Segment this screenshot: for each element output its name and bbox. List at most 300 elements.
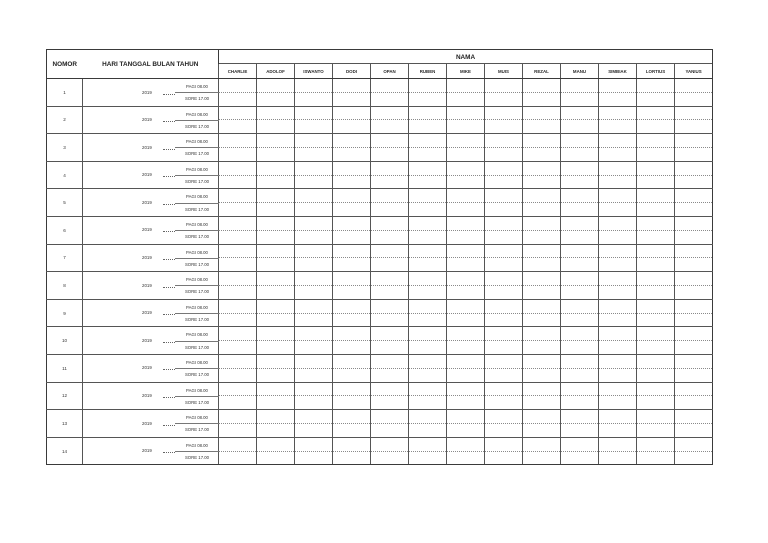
signature-cell-pagi-charlie[interactable] [219, 79, 257, 93]
signature-cell-pagi-rezal[interactable] [523, 382, 561, 396]
signature-cell-sore-lortius[interactable] [637, 396, 675, 410]
signature-cell-sore-opan[interactable] [371, 147, 409, 161]
signature-cell-pagi-adolof[interactable] [257, 299, 295, 313]
signature-cell-sore-adolof[interactable] [257, 313, 295, 327]
signature-cell-pagi-muis[interactable] [485, 382, 523, 396]
signature-cell-sore-opan[interactable] [371, 92, 409, 106]
signature-cell-pagi-yanius[interactable] [675, 272, 713, 286]
signature-cell-pagi-mike[interactable] [447, 106, 485, 120]
signature-cell-sore-dodi[interactable] [333, 175, 371, 189]
signature-cell-pagi-rezal[interactable] [523, 161, 561, 175]
signature-cell-pagi-opan[interactable] [371, 382, 409, 396]
signature-cell-sore-charlie[interactable] [219, 230, 257, 244]
signature-cell-pagi-ruben[interactable] [409, 106, 447, 120]
signature-cell-pagi-iswanto[interactable] [295, 189, 333, 203]
signature-cell-sore-mike[interactable] [447, 451, 485, 465]
signature-cell-pagi-manu[interactable] [561, 244, 599, 258]
signature-cell-sore-opan[interactable] [371, 341, 409, 355]
signature-cell-sore-rezal[interactable] [523, 285, 561, 299]
signature-cell-sore-manu[interactable] [561, 203, 599, 217]
signature-cell-pagi-ruben[interactable] [409, 134, 447, 148]
signature-cell-sore-lortius[interactable] [637, 258, 675, 272]
signature-cell-pagi-mike[interactable] [447, 299, 485, 313]
signature-cell-pagi-ruben[interactable] [409, 327, 447, 341]
signature-cell-pagi-dodi[interactable] [333, 327, 371, 341]
signature-cell-pagi-dodi[interactable] [333, 244, 371, 258]
signature-cell-pagi-ruben[interactable] [409, 299, 447, 313]
signature-cell-pagi-yanius[interactable] [675, 299, 713, 313]
signature-cell-sore-lortius[interactable] [637, 451, 675, 465]
signature-cell-pagi-yanius[interactable] [675, 161, 713, 175]
signature-cell-pagi-iswanto[interactable] [295, 106, 333, 120]
date-cell[interactable] [83, 134, 219, 162]
signature-cell-pagi-lortius[interactable] [637, 189, 675, 203]
signature-cell-pagi-iswanto[interactable] [295, 354, 333, 368]
signature-cell-pagi-rezal[interactable] [523, 79, 561, 93]
signature-cell-sore-rezal[interactable] [523, 341, 561, 355]
signature-cell-sore-manu[interactable] [561, 368, 599, 382]
signature-cell-sore-manu[interactable] [561, 120, 599, 134]
signature-cell-pagi-dodi[interactable] [333, 272, 371, 286]
date-cell[interactable] [83, 354, 219, 382]
signature-cell-sore-rezal[interactable] [523, 230, 561, 244]
signature-cell-pagi-mike[interactable] [447, 327, 485, 341]
signature-cell-sore-dodi[interactable] [333, 451, 371, 465]
signature-cell-pagi-iswanto[interactable] [295, 134, 333, 148]
signature-cell-sore-iswanto[interactable] [295, 258, 333, 272]
signature-cell-sore-adolof[interactable] [257, 368, 295, 382]
signature-cell-pagi-adolof[interactable] [257, 134, 295, 148]
signature-cell-pagi-adolof[interactable] [257, 106, 295, 120]
signature-cell-pagi-charlie[interactable] [219, 410, 257, 424]
signature-cell-pagi-yanius[interactable] [675, 134, 713, 148]
signature-cell-pagi-simbiak[interactable] [599, 134, 637, 148]
signature-cell-pagi-opan[interactable] [371, 216, 409, 230]
date-cell[interactable] [83, 272, 219, 300]
signature-cell-pagi-dodi[interactable] [333, 216, 371, 230]
date-cell[interactable] [83, 437, 219, 465]
signature-cell-pagi-simbiak[interactable] [599, 327, 637, 341]
signature-cell-sore-mike[interactable] [447, 203, 485, 217]
signature-cell-pagi-muis[interactable] [485, 161, 523, 175]
signature-cell-pagi-mike[interactable] [447, 161, 485, 175]
signature-cell-sore-yanius[interactable] [675, 285, 713, 299]
signature-cell-sore-ruben[interactable] [409, 203, 447, 217]
signature-cell-sore-muis[interactable] [485, 368, 523, 382]
signature-cell-pagi-opan[interactable] [371, 161, 409, 175]
signature-cell-sore-charlie[interactable] [219, 120, 257, 134]
signature-cell-pagi-lortius[interactable] [637, 106, 675, 120]
signature-cell-pagi-ruben[interactable] [409, 410, 447, 424]
signature-cell-pagi-mike[interactable] [447, 216, 485, 230]
signature-cell-sore-iswanto[interactable] [295, 230, 333, 244]
signature-cell-sore-muis[interactable] [485, 396, 523, 410]
signature-cell-pagi-muis[interactable] [485, 106, 523, 120]
signature-cell-pagi-adolof[interactable] [257, 437, 295, 451]
signature-cell-sore-dodi[interactable] [333, 285, 371, 299]
signature-cell-sore-mike[interactable] [447, 120, 485, 134]
signature-cell-sore-simbiak[interactable] [599, 341, 637, 355]
signature-cell-pagi-ruben[interactable] [409, 79, 447, 93]
signature-cell-sore-manu[interactable] [561, 396, 599, 410]
signature-cell-sore-charlie[interactable] [219, 313, 257, 327]
signature-cell-sore-yanius[interactable] [675, 451, 713, 465]
signature-cell-sore-adolof[interactable] [257, 203, 295, 217]
signature-cell-pagi-lortius[interactable] [637, 410, 675, 424]
signature-cell-pagi-rezal[interactable] [523, 327, 561, 341]
signature-cell-pagi-lortius[interactable] [637, 134, 675, 148]
signature-cell-sore-dodi[interactable] [333, 92, 371, 106]
signature-cell-pagi-adolof[interactable] [257, 327, 295, 341]
signature-cell-sore-opan[interactable] [371, 313, 409, 327]
signature-cell-sore-adolof[interactable] [257, 423, 295, 437]
signature-cell-sore-dodi[interactable] [333, 147, 371, 161]
signature-cell-sore-lortius[interactable] [637, 230, 675, 244]
signature-cell-sore-mike[interactable] [447, 92, 485, 106]
signature-cell-sore-iswanto[interactable] [295, 203, 333, 217]
signature-cell-pagi-muis[interactable] [485, 410, 523, 424]
signature-cell-pagi-rezal[interactable] [523, 299, 561, 313]
signature-cell-sore-rezal[interactable] [523, 175, 561, 189]
signature-cell-pagi-opan[interactable] [371, 327, 409, 341]
signature-cell-pagi-iswanto[interactable] [295, 244, 333, 258]
signature-cell-sore-dodi[interactable] [333, 313, 371, 327]
signature-cell-sore-ruben[interactable] [409, 396, 447, 410]
signature-cell-sore-iswanto[interactable] [295, 313, 333, 327]
signature-cell-sore-ruben[interactable] [409, 92, 447, 106]
signature-cell-sore-opan[interactable] [371, 396, 409, 410]
signature-cell-sore-adolof[interactable] [257, 230, 295, 244]
signature-cell-sore-mike[interactable] [447, 313, 485, 327]
signature-cell-pagi-rezal[interactable] [523, 244, 561, 258]
signature-cell-pagi-dodi[interactable] [333, 410, 371, 424]
signature-cell-pagi-mike[interactable] [447, 354, 485, 368]
signature-cell-sore-adolof[interactable] [257, 147, 295, 161]
signature-cell-pagi-simbiak[interactable] [599, 410, 637, 424]
signature-cell-pagi-muis[interactable] [485, 216, 523, 230]
signature-cell-pagi-yanius[interactable] [675, 382, 713, 396]
signature-cell-sore-manu[interactable] [561, 258, 599, 272]
signature-cell-sore-manu[interactable] [561, 175, 599, 189]
signature-cell-sore-adolof[interactable] [257, 341, 295, 355]
signature-cell-sore-ruben[interactable] [409, 423, 447, 437]
signature-cell-sore-iswanto[interactable] [295, 396, 333, 410]
signature-cell-pagi-simbiak[interactable] [599, 354, 637, 368]
signature-cell-sore-adolof[interactable] [257, 285, 295, 299]
signature-cell-pagi-muis[interactable] [485, 79, 523, 93]
signature-cell-pagi-adolof[interactable] [257, 354, 295, 368]
signature-cell-sore-muis[interactable] [485, 92, 523, 106]
signature-cell-sore-rezal[interactable] [523, 203, 561, 217]
signature-cell-pagi-charlie[interactable] [219, 437, 257, 451]
signature-cell-sore-rezal[interactable] [523, 368, 561, 382]
signature-cell-pagi-manu[interactable] [561, 299, 599, 313]
signature-cell-sore-iswanto[interactable] [295, 92, 333, 106]
signature-cell-pagi-ruben[interactable] [409, 216, 447, 230]
signature-cell-pagi-rezal[interactable] [523, 437, 561, 451]
date-cell[interactable] [83, 79, 219, 107]
signature-cell-pagi-yanius[interactable] [675, 216, 713, 230]
signature-cell-pagi-manu[interactable] [561, 272, 599, 286]
signature-cell-sore-muis[interactable] [485, 203, 523, 217]
signature-cell-pagi-lortius[interactable] [637, 382, 675, 396]
signature-cell-pagi-muis[interactable] [485, 437, 523, 451]
signature-cell-sore-yanius[interactable] [675, 396, 713, 410]
signature-cell-sore-rezal[interactable] [523, 451, 561, 465]
signature-cell-pagi-lortius[interactable] [637, 327, 675, 341]
signature-cell-pagi-rezal[interactable] [523, 216, 561, 230]
signature-cell-sore-manu[interactable] [561, 423, 599, 437]
signature-cell-pagi-iswanto[interactable] [295, 437, 333, 451]
signature-cell-pagi-ruben[interactable] [409, 437, 447, 451]
signature-cell-pagi-opan[interactable] [371, 272, 409, 286]
signature-cell-sore-muis[interactable] [485, 313, 523, 327]
signature-cell-sore-mike[interactable] [447, 175, 485, 189]
signature-cell-sore-lortius[interactable] [637, 147, 675, 161]
signature-cell-pagi-dodi[interactable] [333, 106, 371, 120]
signature-cell-sore-adolof[interactable] [257, 175, 295, 189]
signature-cell-sore-ruben[interactable] [409, 368, 447, 382]
signature-cell-sore-mike[interactable] [447, 423, 485, 437]
signature-cell-sore-muis[interactable] [485, 285, 523, 299]
signature-cell-sore-mike[interactable] [447, 258, 485, 272]
signature-cell-sore-opan[interactable] [371, 230, 409, 244]
signature-cell-pagi-mike[interactable] [447, 244, 485, 258]
signature-cell-sore-iswanto[interactable] [295, 120, 333, 134]
signature-cell-pagi-muis[interactable] [485, 299, 523, 313]
signature-cell-pagi-charlie[interactable] [219, 134, 257, 148]
signature-cell-pagi-rezal[interactable] [523, 272, 561, 286]
signature-cell-sore-dodi[interactable] [333, 258, 371, 272]
signature-cell-pagi-opan[interactable] [371, 354, 409, 368]
signature-cell-pagi-manu[interactable] [561, 327, 599, 341]
signature-cell-sore-charlie[interactable] [219, 147, 257, 161]
signature-cell-pagi-mike[interactable] [447, 272, 485, 286]
signature-cell-sore-dodi[interactable] [333, 396, 371, 410]
signature-cell-sore-mike[interactable] [447, 230, 485, 244]
signature-cell-pagi-mike[interactable] [447, 134, 485, 148]
signature-cell-pagi-lortius[interactable] [637, 216, 675, 230]
signature-cell-pagi-mike[interactable] [447, 382, 485, 396]
signature-cell-sore-simbiak[interactable] [599, 396, 637, 410]
signature-cell-sore-opan[interactable] [371, 175, 409, 189]
signature-cell-sore-simbiak[interactable] [599, 423, 637, 437]
signature-cell-pagi-opan[interactable] [371, 437, 409, 451]
signature-cell-sore-opan[interactable] [371, 258, 409, 272]
signature-cell-sore-rezal[interactable] [523, 92, 561, 106]
signature-cell-sore-yanius[interactable] [675, 230, 713, 244]
signature-cell-sore-yanius[interactable] [675, 258, 713, 272]
signature-cell-pagi-charlie[interactable] [219, 106, 257, 120]
signature-cell-sore-rezal[interactable] [523, 423, 561, 437]
signature-cell-sore-lortius[interactable] [637, 341, 675, 355]
signature-cell-sore-manu[interactable] [561, 147, 599, 161]
signature-cell-pagi-muis[interactable] [485, 189, 523, 203]
signature-cell-pagi-yanius[interactable] [675, 244, 713, 258]
signature-cell-sore-yanius[interactable] [675, 423, 713, 437]
signature-cell-sore-dodi[interactable] [333, 368, 371, 382]
signature-cell-sore-mike[interactable] [447, 396, 485, 410]
signature-cell-pagi-lortius[interactable] [637, 161, 675, 175]
signature-cell-sore-ruben[interactable] [409, 147, 447, 161]
signature-cell-pagi-opan[interactable] [371, 106, 409, 120]
signature-cell-pagi-yanius[interactable] [675, 410, 713, 424]
date-cell[interactable] [83, 382, 219, 410]
signature-cell-sore-adolof[interactable] [257, 92, 295, 106]
signature-cell-sore-charlie[interactable] [219, 423, 257, 437]
signature-cell-sore-iswanto[interactable] [295, 341, 333, 355]
signature-cell-pagi-adolof[interactable] [257, 410, 295, 424]
signature-cell-sore-iswanto[interactable] [295, 285, 333, 299]
signature-cell-sore-opan[interactable] [371, 451, 409, 465]
signature-cell-pagi-dodi[interactable] [333, 134, 371, 148]
signature-cell-sore-adolof[interactable] [257, 258, 295, 272]
signature-cell-sore-rezal[interactable] [523, 258, 561, 272]
signature-cell-pagi-ruben[interactable] [409, 244, 447, 258]
signature-cell-sore-rezal[interactable] [523, 396, 561, 410]
signature-cell-sore-opan[interactable] [371, 368, 409, 382]
signature-cell-sore-mike[interactable] [447, 285, 485, 299]
signature-cell-sore-opan[interactable] [371, 285, 409, 299]
signature-cell-pagi-lortius[interactable] [637, 437, 675, 451]
signature-cell-pagi-iswanto[interactable] [295, 272, 333, 286]
signature-cell-pagi-yanius[interactable] [675, 437, 713, 451]
signature-cell-sore-ruben[interactable] [409, 451, 447, 465]
signature-cell-sore-dodi[interactable] [333, 423, 371, 437]
signature-cell-pagi-ruben[interactable] [409, 382, 447, 396]
signature-cell-sore-simbiak[interactable] [599, 258, 637, 272]
signature-cell-sore-muis[interactable] [485, 423, 523, 437]
signature-cell-sore-charlie[interactable] [219, 396, 257, 410]
signature-cell-pagi-muis[interactable] [485, 327, 523, 341]
signature-cell-sore-muis[interactable] [485, 451, 523, 465]
signature-cell-sore-ruben[interactable] [409, 175, 447, 189]
signature-cell-sore-opan[interactable] [371, 423, 409, 437]
signature-cell-pagi-mike[interactable] [447, 437, 485, 451]
signature-cell-pagi-dodi[interactable] [333, 354, 371, 368]
signature-cell-pagi-lortius[interactable] [637, 299, 675, 313]
signature-cell-sore-lortius[interactable] [637, 92, 675, 106]
signature-cell-sore-charlie[interactable] [219, 258, 257, 272]
signature-cell-pagi-iswanto[interactable] [295, 327, 333, 341]
signature-cell-sore-iswanto[interactable] [295, 147, 333, 161]
signature-cell-pagi-simbiak[interactable] [599, 161, 637, 175]
signature-cell-sore-dodi[interactable] [333, 203, 371, 217]
signature-cell-sore-opan[interactable] [371, 120, 409, 134]
signature-cell-pagi-adolof[interactable] [257, 216, 295, 230]
signature-cell-pagi-dodi[interactable] [333, 189, 371, 203]
date-cell[interactable] [83, 327, 219, 355]
signature-cell-pagi-charlie[interactable] [219, 354, 257, 368]
signature-cell-pagi-manu[interactable] [561, 161, 599, 175]
signature-cell-sore-lortius[interactable] [637, 120, 675, 134]
signature-cell-sore-rezal[interactable] [523, 147, 561, 161]
signature-cell-pagi-adolof[interactable] [257, 79, 295, 93]
signature-cell-sore-lortius[interactable] [637, 313, 675, 327]
signature-cell-sore-charlie[interactable] [219, 175, 257, 189]
signature-cell-pagi-opan[interactable] [371, 299, 409, 313]
signature-cell-pagi-simbiak[interactable] [599, 189, 637, 203]
signature-cell-sore-mike[interactable] [447, 368, 485, 382]
signature-cell-pagi-charlie[interactable] [219, 272, 257, 286]
signature-cell-pagi-yanius[interactable] [675, 327, 713, 341]
date-cell[interactable] [83, 106, 219, 134]
signature-cell-sore-manu[interactable] [561, 285, 599, 299]
signature-cell-sore-charlie[interactable] [219, 92, 257, 106]
date-cell[interactable] [83, 299, 219, 327]
signature-cell-pagi-iswanto[interactable] [295, 410, 333, 424]
signature-cell-pagi-iswanto[interactable] [295, 382, 333, 396]
signature-cell-pagi-dodi[interactable] [333, 299, 371, 313]
signature-cell-sore-yanius[interactable] [675, 120, 713, 134]
signature-cell-sore-yanius[interactable] [675, 368, 713, 382]
signature-cell-sore-lortius[interactable] [637, 175, 675, 189]
signature-cell-sore-charlie[interactable] [219, 341, 257, 355]
signature-cell-pagi-manu[interactable] [561, 410, 599, 424]
signature-cell-pagi-adolof[interactable] [257, 161, 295, 175]
signature-cell-pagi-mike[interactable] [447, 79, 485, 93]
signature-cell-pagi-manu[interactable] [561, 134, 599, 148]
signature-cell-pagi-manu[interactable] [561, 382, 599, 396]
signature-cell-pagi-dodi[interactable] [333, 79, 371, 93]
signature-cell-pagi-mike[interactable] [447, 410, 485, 424]
signature-cell-sore-lortius[interactable] [637, 368, 675, 382]
signature-cell-sore-charlie[interactable] [219, 203, 257, 217]
signature-cell-sore-dodi[interactable] [333, 230, 371, 244]
signature-cell-pagi-adolof[interactable] [257, 382, 295, 396]
signature-cell-sore-simbiak[interactable] [599, 451, 637, 465]
signature-cell-sore-simbiak[interactable] [599, 175, 637, 189]
signature-cell-pagi-yanius[interactable] [675, 189, 713, 203]
signature-cell-pagi-adolof[interactable] [257, 189, 295, 203]
signature-cell-pagi-opan[interactable] [371, 134, 409, 148]
signature-cell-sore-simbiak[interactable] [599, 147, 637, 161]
signature-cell-pagi-manu[interactable] [561, 106, 599, 120]
signature-cell-sore-iswanto[interactable] [295, 423, 333, 437]
signature-cell-pagi-rezal[interactable] [523, 410, 561, 424]
signature-cell-pagi-ruben[interactable] [409, 189, 447, 203]
signature-cell-pagi-dodi[interactable] [333, 161, 371, 175]
signature-cell-pagi-rezal[interactable] [523, 106, 561, 120]
signature-cell-pagi-adolof[interactable] [257, 272, 295, 286]
signature-cell-sore-simbiak[interactable] [599, 203, 637, 217]
signature-cell-pagi-adolof[interactable] [257, 244, 295, 258]
signature-cell-pagi-iswanto[interactable] [295, 79, 333, 93]
date-cell[interactable] [83, 189, 219, 217]
signature-cell-sore-muis[interactable] [485, 258, 523, 272]
signature-cell-pagi-lortius[interactable] [637, 354, 675, 368]
signature-cell-sore-muis[interactable] [485, 147, 523, 161]
signature-cell-sore-ruben[interactable] [409, 258, 447, 272]
signature-cell-sore-mike[interactable] [447, 147, 485, 161]
date-cell[interactable] [83, 216, 219, 244]
signature-cell-sore-adolof[interactable] [257, 451, 295, 465]
signature-cell-sore-muis[interactable] [485, 230, 523, 244]
signature-cell-sore-iswanto[interactable] [295, 368, 333, 382]
signature-cell-pagi-iswanto[interactable] [295, 161, 333, 175]
signature-cell-pagi-ruben[interactable] [409, 272, 447, 286]
signature-cell-sore-mike[interactable] [447, 341, 485, 355]
signature-cell-pagi-opan[interactable] [371, 410, 409, 424]
signature-cell-sore-yanius[interactable] [675, 92, 713, 106]
signature-cell-sore-adolof[interactable] [257, 396, 295, 410]
signature-cell-pagi-iswanto[interactable] [295, 216, 333, 230]
signature-cell-sore-iswanto[interactable] [295, 175, 333, 189]
signature-cell-pagi-charlie[interactable] [219, 244, 257, 258]
signature-cell-pagi-charlie[interactable] [219, 216, 257, 230]
signature-cell-pagi-simbiak[interactable] [599, 216, 637, 230]
signature-cell-pagi-iswanto[interactable] [295, 299, 333, 313]
